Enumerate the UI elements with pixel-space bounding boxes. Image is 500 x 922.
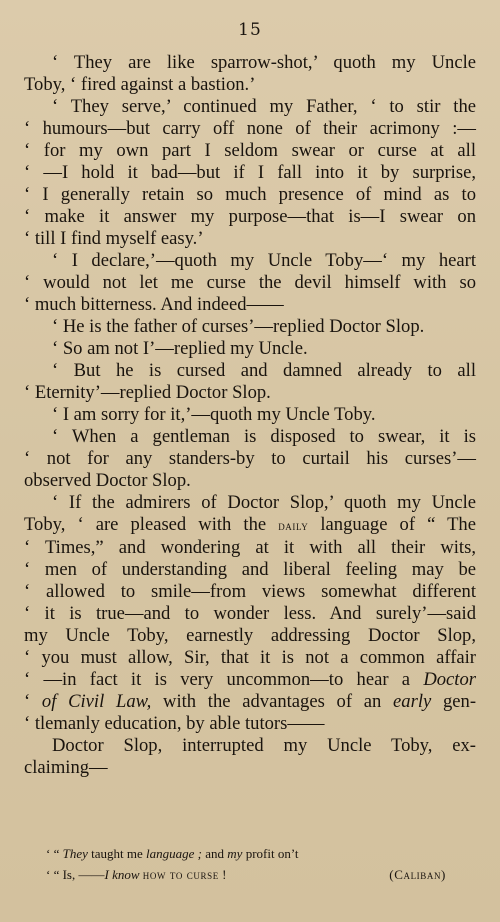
- text-line: Doctor Slop, interrupted my Uncle Toby, ex-: [52, 735, 476, 756]
- footnote-line: [46, 843, 446, 864]
- text-line: ‘ tlemanly education, by able tutors——: [24, 713, 325, 734]
- text-line: ‘ make it answer my purpose—that is—I swear on: [24, 206, 476, 227]
- footnote: [46, 843, 446, 885]
- text-line: ‘ would not let me curse the devil himself with so: [24, 272, 476, 293]
- text-line: ‘ much bitterness. And indeed——: [24, 294, 284, 315]
- italic-text: early: [393, 691, 432, 712]
- body-text: [24, 52, 476, 779]
- italic-text: language ;: [146, 846, 202, 861]
- text-line: ‘ you must allow, Sir, that it is not a common affair: [24, 647, 476, 668]
- text-segment: and: [202, 846, 228, 861]
- text-segment: ‘: [24, 691, 42, 712]
- text-line: ‘ allowed to smile—from views somewhat different: [24, 581, 476, 602]
- text-line: ‘ They are like sparrow-shot,’ quoth my Uncle: [52, 52, 476, 73]
- text-segment: ‘ —in fact it is very uncommon—to hear a: [24, 669, 424, 690]
- page-number: 15: [238, 20, 262, 40]
- italic-text: of Civil Law,: [41, 691, 152, 712]
- text-line: ‘ men of understanding and liberal feeling may be: [24, 559, 476, 580]
- small-caps-text: how to curse: [142, 867, 219, 882]
- text-line: ‘ Eternity’—replied Doctor Slop.: [24, 382, 271, 403]
- text-line: ‘ If the admirers of Doctor Slop,’ quoth my Uncle: [52, 492, 476, 513]
- text-line: ‘ I generally retain so much presence of mind as to: [24, 184, 476, 205]
- text-line: [24, 691, 476, 713]
- italic-text: my: [227, 846, 243, 861]
- text-line: observed Doctor Slop.: [24, 470, 191, 491]
- text-line: ‘ I declare,’—quoth my Uncle Toby—‘ my heart: [52, 250, 476, 271]
- text-line: claiming—: [24, 757, 108, 778]
- text-line: my Uncle Toby, earnestly addressing Doctor Slop,: [24, 625, 476, 646]
- text-line: ‘ Times,” and wondering at it with all their wits,: [24, 537, 476, 558]
- text-segment: profit on’t: [242, 846, 299, 861]
- italic-text: Doctor: [423, 669, 476, 690]
- text-segment: !: [218, 867, 227, 882]
- text-line: ‘ He is the father of curses’—replied Doctor Slop.: [52, 316, 425, 337]
- italic-text: I know: [104, 867, 140, 882]
- footnote-attribution: (Caliban): [389, 867, 446, 882]
- small-caps-text: daily: [278, 518, 309, 533]
- text-line: ‘ not for any standers-by to curtail his curses’—: [24, 448, 476, 469]
- text-line: ‘ I am sorry for it,’—quoth my Uncle Toby.: [52, 404, 376, 425]
- text-line: ‘ So am not I’—replied my Uncle.: [52, 338, 308, 359]
- text-segment: gen-: [431, 691, 477, 712]
- text-line: Toby, ‘ fired against a bastion.’: [24, 74, 256, 95]
- text-line: ‘ They serve,’ continued my Father, ‘ to stir the: [52, 96, 476, 117]
- text-line: ‘ humours—but carry off none of their acrimony :—: [24, 118, 476, 139]
- text-segment: with the advantages of an: [151, 691, 394, 712]
- text-line: ‘ —I hold it bad—but if I fall into it by surprise,: [24, 162, 476, 183]
- text-segment: ‘ “: [46, 846, 63, 861]
- footnote-text: [46, 867, 226, 882]
- text-segment: ‘ “ Is, ——: [46, 867, 105, 882]
- text-line: ‘ When a gentleman is disposed to swear, it is: [52, 426, 476, 447]
- text-line: [24, 669, 476, 691]
- text-segment: Toby, ‘ are pleased with the: [24, 514, 279, 535]
- text-segment: language of “ The: [308, 514, 476, 535]
- footnote-line: [46, 864, 446, 885]
- text-line: ‘ till I find myself easy.’: [24, 228, 204, 249]
- text-line: ‘ But he is cursed and damned already to all: [52, 360, 476, 381]
- text-line: [24, 514, 476, 537]
- text-line: ‘ it is true—and to wonder less. And surely’—said: [24, 603, 476, 624]
- italic-text: They: [62, 846, 88, 861]
- text-line: ‘ for my own part I seldom swear or curse at all: [24, 140, 476, 161]
- text-segment: taught me: [87, 846, 147, 861]
